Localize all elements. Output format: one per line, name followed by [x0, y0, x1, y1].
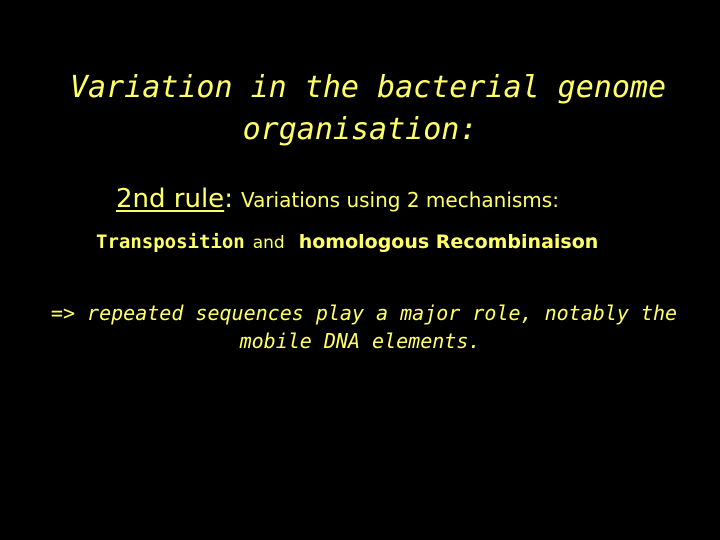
rule-colon: : [224, 184, 233, 214]
slide-title-line-2: organisation: [242, 112, 478, 147]
slide-title-line-1: Variation in the bacterial genome [69, 70, 667, 105]
rule-statement [116, 184, 559, 214]
mechanism-recombination: homologous Recombinaison [298, 231, 599, 253]
rule-label: 2nd rule [116, 184, 225, 214]
rule-text: Variations using 2 mechanisms: [240, 188, 559, 212]
mechanism-and: and [252, 233, 285, 253]
mechanism-transposition: Transposition [96, 231, 245, 253]
mechanisms-line [96, 231, 598, 253]
conclusion-line-2: mobile DNA elements. [239, 329, 481, 353]
conclusion-line-1: => repeated sequences play a major role, notably the [50, 301, 678, 325]
